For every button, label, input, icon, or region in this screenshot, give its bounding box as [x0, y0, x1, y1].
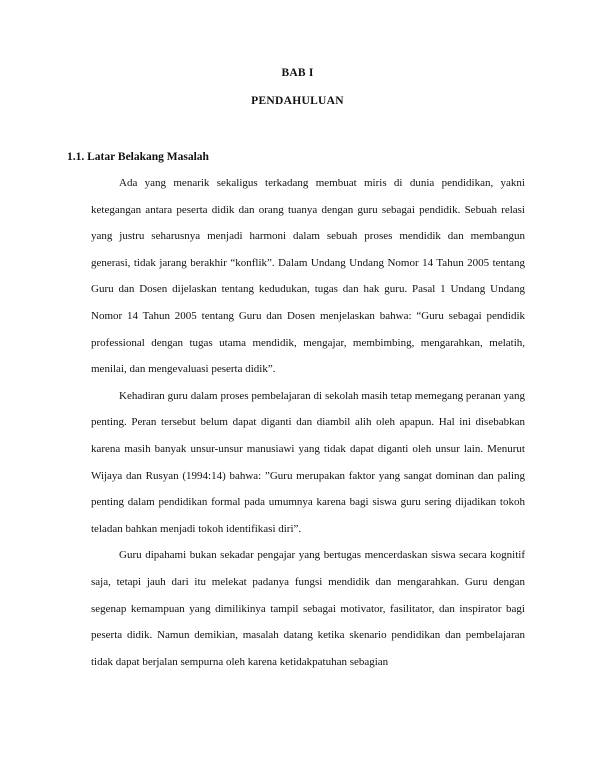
paragraph: Ada yang menarik sekaligus terkadang membuat miris di dunia pendidikan, yakni ketegangan antara peserta didik dan orang tuanya dengan guru sebagai pendidik. Sebuah relasi yang justru seharusnya menjadi harmoni dalam sebuah proses mendidik dan membangun generasi, tidak jarang berakhir “konflik”. Dalam Undang Undang Nomor 14 Tahun 2005 tentang Guru dan Dosen dijelaskan tentang kedudukan, tugas dan hak guru. Pasal 1 Undang Undang Nomor 14 Tahun 2005 tentang Guru dan Dosen menjelaskan bahwa: “Guru sebagai pendidik professional dengan tugas utama mendidik, mengajar, membimbing, mengarahkan, melatih, menilai, dan mengevaluasi peserta didik”.: [91, 177, 525, 376]
chapter-title: PENDAHULUAN: [251, 95, 344, 107]
body-text: [91, 170, 525, 675]
paragraph: Guru dipahami bukan sekadar pengajar yang bertugas mencerdaskan siswa secara kognitif saja, tetapi jauh dari itu melekat padanya fungsi mendidik dan mengarahkan. Guru dengan segenap kemampuan yang dimilikinya tampil sebagai motivator, fasilitator, dan inspirator bagi peserta didik. Namun demikian, masalah datang ketika skenario pendidikan dan pembelajaran tidak dapat berjalan sempurna oleh karena ketidakpatuhan sebagian: [91, 549, 525, 668]
chapter-number: BAB I: [281, 67, 314, 79]
paragraph: Kehadiran guru dalam proses pembelajaran di sekolah masih tetap memegang peranan yang penting. Peran tersebut belum dapat diganti dan diambil alih oleh apapun. Hal ini disebabkan karena masih banyak unsur-unsur manusiawi yang tidak dapat diganti oleh unsur lain. Menurut Wijaya dan Rusyan (1994:14) bahwa: ”Guru merupakan faktor yang sangat dominan dan paling penting dalam pendidikan formal pada umumnya karena bagi siswa guru sering dijadikan tokoh teladan bahkan menjadi tokoh identifikasi diri”.: [91, 389, 525, 535]
section-heading: 1.1. Latar Belakang Masalah: [67, 151, 209, 163]
